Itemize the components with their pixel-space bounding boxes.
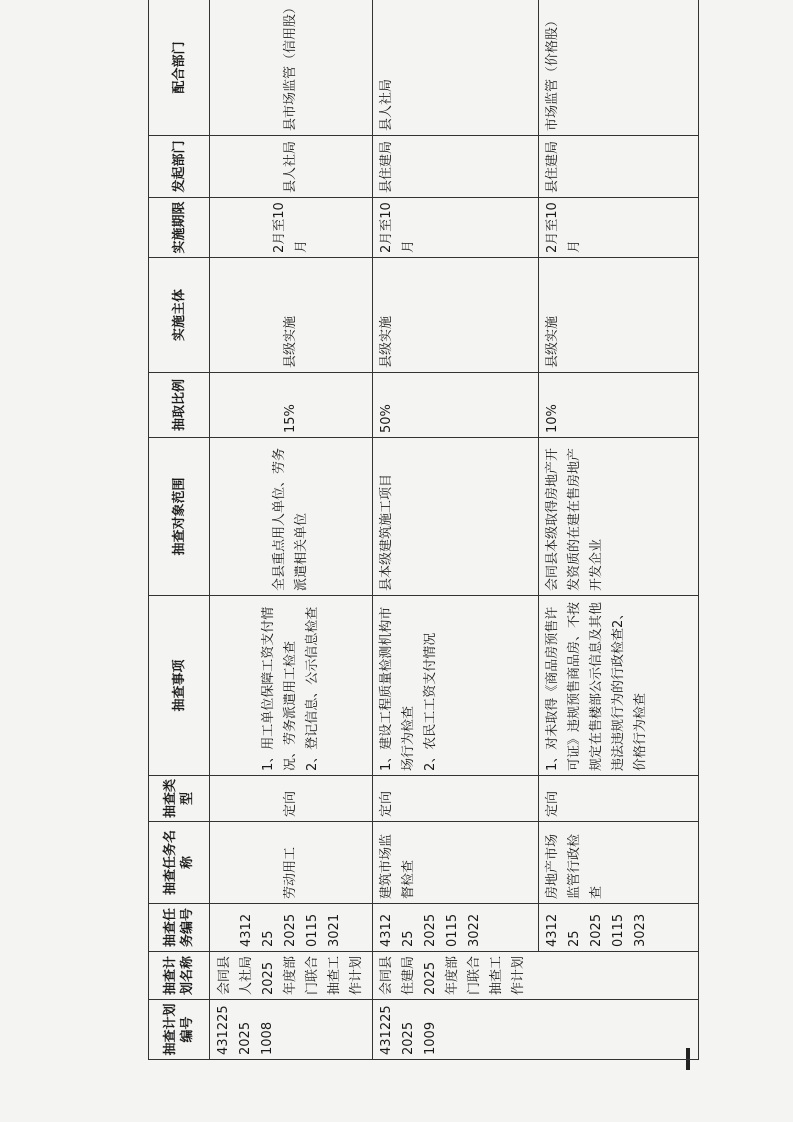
- header-task-name: 抽查任务名称: [149, 822, 210, 904]
- scope-cell: 会同县本级取得房地产开发资质的在建在售房地产开发企业: [539, 438, 699, 596]
- scope-cell: 县本级建筑施工项目: [373, 438, 539, 596]
- task-no-cell: 431225 2025 0115 3022: [373, 904, 539, 952]
- plan-no-cell: 431225 2025 1008: [210, 1000, 373, 1060]
- subject-cell: 县级实施: [539, 258, 699, 373]
- table-row: [539, 0, 699, 1060]
- plan-no-cell: 431225 2025 1009: [373, 1000, 699, 1060]
- inspection-plan-table: [148, 0, 699, 1060]
- header-subject: 实施主体: [149, 258, 210, 373]
- table-row: [210, 0, 373, 1060]
- task-no-cell: 431225 2025 0115 3021: [210, 904, 373, 952]
- check-type-cell: 定向: [373, 776, 539, 822]
- header-plan-name: 抽查计划名称: [149, 952, 210, 1000]
- plan-name-cell: 会同县住建局2025年度部门联合抽查工作计划: [373, 952, 699, 1000]
- cooperator-cell: 县市场监管（信用股）: [210, 0, 373, 136]
- period-cell: 2月至10月: [210, 198, 373, 258]
- subject-cell: 县级实施: [373, 258, 539, 373]
- check-type-cell: 定向: [539, 776, 699, 822]
- table-row: [373, 0, 539, 1060]
- ratio-cell: 50%: [373, 373, 539, 438]
- initiator-cell: 县住建局: [373, 136, 539, 198]
- scope-cell: 全县重点用人单位、劳务派遣相关单位: [210, 438, 373, 596]
- header-ratio: 抽取比例: [149, 373, 210, 438]
- header-cooperator: 配合部门: [149, 0, 210, 136]
- header-initiator: 发起部门: [149, 136, 210, 198]
- ratio-cell: 10%: [539, 373, 699, 438]
- subject-cell: 县级实施: [210, 258, 373, 373]
- rotated-table-container: [148, 0, 693, 1060]
- plan-name-cell: 会同县人社局2025年度部门联合抽查工作计划: [210, 952, 373, 1000]
- period-cell: 2月至10月: [539, 198, 699, 258]
- table-header-row: [149, 0, 210, 1060]
- cooperator-cell: 县人社局: [373, 0, 539, 136]
- initiator-cell: 县住建局: [539, 136, 699, 198]
- check-type-cell: 定向: [210, 776, 373, 822]
- initiator-cell: 县人社局: [210, 136, 373, 198]
- items-cell: 1、对未取得《商品房预售许可证》违规预售商品房、不按规定在售楼部公示信息及其他违法违规行为的行政检查2、价格行为检查: [539, 596, 699, 776]
- ratio-cell: 15%: [210, 373, 373, 438]
- task-name-cell: 建筑市场监督检查: [373, 822, 539, 904]
- header-period: 实施期限: [149, 198, 210, 258]
- period-cell: 2月至10月: [373, 198, 539, 258]
- items-cell: 1、用工单位保障工资支付情况、劳务派遣用工检查 2、登记信息、公示信息检查: [210, 596, 373, 776]
- items-cell: 1、建设工程质量检测机构市场行为检查 2、农民工工资支付情况: [373, 596, 539, 776]
- task-name-cell: 劳动用工: [210, 822, 373, 904]
- header-scope: 抽查对象范围: [149, 438, 210, 596]
- cooperator-cell: 市场监管（价格股）: [539, 0, 699, 136]
- task-name-cell: 房地产市场监管行政检查: [539, 822, 699, 904]
- header-check-type: 抽查类型: [149, 776, 210, 822]
- task-no-cell: 431225 2025 0115 3023: [539, 904, 699, 952]
- header-plan-no: 抽查计划编号: [149, 1000, 210, 1060]
- header-task-no: 抽查任务编号: [149, 904, 210, 952]
- header-items: 抽查事项: [149, 596, 210, 776]
